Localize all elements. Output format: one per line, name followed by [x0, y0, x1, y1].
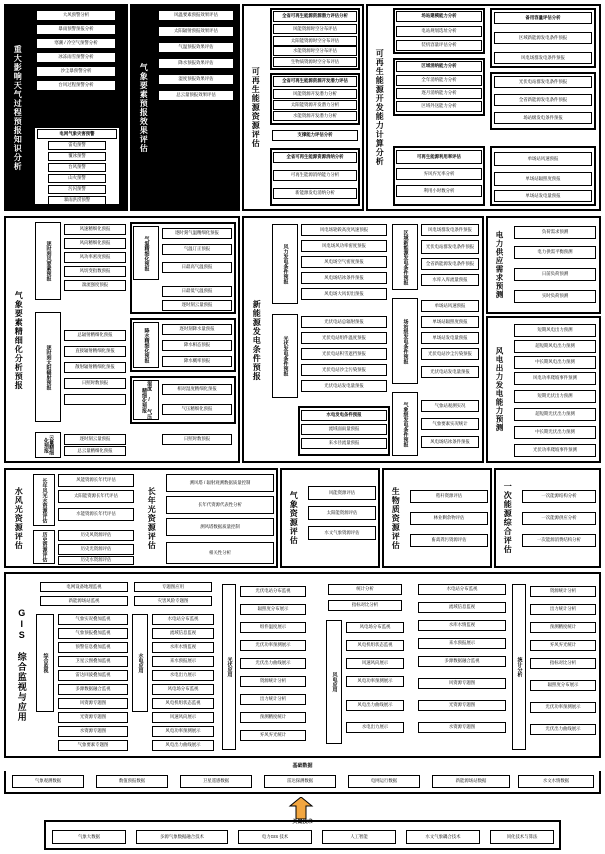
box[interactable]: 光伏电站发电量预报 — [421, 366, 479, 378]
box[interactable]: 寒潮 / 冷空气预警分析 — [36, 38, 116, 49]
box[interactable]: 辐照度分布展示 — [530, 680, 596, 691]
box[interactable]: 水能资源开发潜力分析 — [273, 111, 357, 121]
box[interactable]: 风电机组状态监视 — [346, 640, 404, 651]
box[interactable]: 相对湿度精细化预报 — [162, 384, 232, 395]
box[interactable]: 单场站风速预报 — [494, 152, 592, 166]
box[interactable]: 可再生能源利用率评估 — [396, 150, 482, 164]
box[interactable]: 人工智能 — [322, 830, 396, 844]
section-14-title: GIS 综合监视与应用 — [16, 608, 27, 722]
box[interactable]: 太阳能资源长年代评估 — [58, 490, 134, 503]
box[interactable]: 台风预警 — [48, 163, 106, 172]
up-arrow-icon — [288, 797, 314, 819]
box[interactable]: 弃风弃光统计 — [240, 730, 306, 741]
box[interactable]: 水能资源时空分布评估 — [273, 46, 357, 56]
section-4-title: 可再生能源开发能力计算分析 — [375, 49, 385, 166]
box[interactable]: 单场站发电量预报 — [494, 190, 592, 202]
box[interactable]: 气温预报效果评估 — [158, 42, 234, 53]
box[interactable]: 日前负荷预测 — [514, 268, 596, 281]
section-15-title: 基础数据 — [4, 762, 601, 771]
box[interactable]: 气温订正预报 — [162, 244, 232, 255]
box[interactable]: 逐时刻太阳辐射预报 — [35, 312, 61, 422]
box[interactable]: 山火预警 — [48, 174, 106, 183]
box[interactable]: 逐时刻云量预报 — [64, 434, 126, 445]
box[interactable]: 光伏出力曲线展示 — [240, 658, 306, 669]
box[interactable]: 水资源专题图 — [418, 722, 506, 733]
box[interactable]: 逐月消纳能力分析 — [396, 88, 482, 99]
box[interactable]: 风能资源长年代评估 — [58, 474, 134, 487]
box[interactable]: 弃风弃光统计 — [530, 640, 596, 651]
box[interactable]: 短期风电出力预测 — [514, 324, 596, 337]
section-10-title: 长年光资源评估 — [147, 486, 157, 550]
section-6-title: 新能源发电条件预报 — [252, 299, 262, 381]
box[interactable]: 电网气象灾害预警 — [37, 129, 117, 139]
box[interactable]: 指标对比分析 — [328, 600, 402, 611]
box[interactable]: 电力GIS 技术 — [238, 830, 312, 844]
box[interactable]: 逐时刻风要素预报 — [35, 222, 61, 300]
box[interactable]: 可再生能源消纳能力分析 — [273, 170, 357, 181]
box[interactable]: 光伏电站群发电条件预报 — [421, 240, 479, 254]
box[interactable]: 湿度预报效果评估 — [158, 74, 234, 85]
box[interactable]: 光资源专题图 — [58, 712, 128, 723]
box[interactable]: 风能资源时空分布评估 — [273, 24, 357, 34]
section-11-title: 气象资源评估 — [289, 491, 299, 545]
box[interactable]: 预测精度统计 — [530, 622, 596, 633]
box[interactable]: 全年消纳能力分析 — [396, 75, 482, 86]
box[interactable]: 中长期风电出力预测 — [514, 356, 596, 369]
box[interactable]: 水库入库流量预报 — [421, 274, 479, 286]
box[interactable]: 风电场群发电条件预报 — [494, 52, 592, 64]
box[interactable]: 风电场大风切出预报 — [301, 288, 387, 300]
box[interactable]: 灾害风险专题图 — [134, 596, 212, 606]
box[interactable]: 暴雨预警预报分析 — [36, 24, 116, 35]
box[interactable]: 备用容量评估分析 — [494, 12, 592, 24]
box[interactable]: 光伏功率预测展示 — [530, 702, 596, 713]
box[interactable]: 日照时数预报 — [64, 378, 126, 389]
box[interactable]: 水文水情数据 — [518, 775, 594, 788]
box[interactable]: 气象要素专题图 — [58, 740, 128, 751]
box[interactable]: 气温精细化预报 — [133, 226, 159, 280]
box[interactable]: 风向精细化预报 — [64, 238, 126, 249]
box[interactable]: 水电应用 — [132, 614, 148, 712]
box[interactable]: 风电功率预测展示 — [152, 726, 214, 737]
box[interactable]: 风速精细化预报 — [64, 224, 126, 235]
box[interactable]: 沙尘暴预警分析 — [36, 66, 116, 77]
box[interactable]: 光资源专题图 — [418, 700, 506, 711]
box[interactable]: 风电场分布监视 — [346, 622, 404, 633]
box[interactable]: 预测精度统计 — [240, 712, 306, 723]
box[interactable]: 风力发电条件预报 — [272, 224, 298, 304]
box[interactable]: 直接辐射精细化预报 — [64, 346, 126, 357]
section-13-title: 一次能源综合评估 — [503, 482, 513, 554]
box[interactable]: 云量精细化预报 — [35, 432, 61, 458]
box[interactable]: 来水径流量预报 — [301, 438, 387, 449]
box[interactable]: 风电场结冰条件预报 — [301, 272, 387, 284]
box[interactable]: 场站级发电条件预报 — [392, 298, 418, 384]
box[interactable]: 风电机组状态监视 — [152, 698, 214, 709]
box[interactable]: 日照时数预报 — [162, 434, 232, 445]
section-12-title: 生物质资源评估 — [391, 486, 401, 550]
box[interactable]: 日最高气温预报 — [162, 262, 232, 273]
box[interactable]: 多源数据融合监视 — [418, 656, 506, 667]
box[interactable]: 来水预报展示 — [152, 656, 214, 667]
box[interactable]: 风切变指数预报 — [64, 266, 126, 277]
box[interactable]: 风能资源评估 — [308, 486, 376, 500]
box[interactable]: 光伏功率预测展示 — [240, 640, 306, 651]
box[interactable]: 长年风光水资源评估 — [33, 474, 55, 526]
box[interactable]: 流域信息监视 — [152, 628, 214, 639]
box[interactable]: 风电应用 — [326, 620, 342, 744]
box[interactable]: 逐时刻气温精细化预报 — [162, 228, 232, 239]
box[interactable]: 光伏发电条件预报 — [272, 314, 298, 398]
box[interactable]: 湿度 / 气压精细化预报 — [133, 380, 159, 420]
box[interactable]: 指标对比分析 — [530, 658, 596, 669]
box[interactable]: 风资源专题图 — [418, 678, 506, 689]
box[interactable]: 历史风资源评估 — [58, 530, 134, 541]
box[interactable]: 风电场结冰条件预报 — [421, 436, 479, 448]
box[interactable]: 总辐射精细化预报 — [64, 330, 126, 341]
box[interactable]: 水电站分布监视 — [418, 584, 506, 595]
box[interactable]: 卫星遥感数据 — [180, 775, 252, 788]
box[interactable]: 光伏电站分布监视 — [240, 586, 306, 597]
box[interactable]: 雷电预警 — [48, 141, 106, 150]
box[interactable]: 场站级发电条件预报 — [494, 112, 592, 124]
box[interactable]: 单场站风速预报 — [421, 300, 479, 312]
box[interactable]: 生物质资源时空分布评估 — [273, 57, 357, 67]
box[interactable]: 气象大数据 — [52, 830, 126, 844]
box[interactable]: 历史水资源评估 — [58, 556, 134, 565]
box[interactable]: 一次能源供应分析 — [522, 512, 596, 525]
box[interactable]: 风电出力曲线展示 — [346, 700, 404, 711]
box[interactable]: 气象级发电条件预报 — [392, 392, 418, 456]
box[interactable]: 流域面雨量预报 — [301, 424, 387, 435]
box[interactable]: 出力统计分析 — [240, 694, 306, 705]
box[interactable]: 全省可再生能源资源潜力评估分析 — [273, 11, 357, 22]
box[interactable]: 新能源场站数据 — [432, 775, 510, 788]
box[interactable]: 风能资源开发潜力分析 — [273, 89, 357, 99]
box[interactable]: 全省可再生能源资源开发潜力评估 — [273, 76, 357, 87]
box[interactable]: 风电场风功率密度预报 — [301, 240, 387, 252]
box[interactable]: 区域消纳能力分析 — [396, 61, 482, 72]
box[interactable]: 水资源专题图 — [58, 726, 128, 737]
box[interactable]: 气压精细化预报 — [162, 404, 232, 415]
box[interactable]: 新能源发电消纳分析 — [273, 188, 357, 199]
box[interactable]: 冰冻雨雪预警分析 — [36, 52, 116, 63]
box[interactable]: 气象站观测实况 — [421, 400, 479, 412]
box[interactable]: 光伏电站组件温度预报 — [301, 332, 387, 344]
box[interactable]: 长年代资源代表性分析 — [166, 496, 274, 514]
box[interactable]: 污闪预警 — [48, 185, 106, 194]
box[interactable]: 气象要素实况统计 — [421, 418, 479, 430]
box[interactable]: 水电出力展示 — [152, 670, 214, 681]
box[interactable]: 光伏出力曲线展示 — [530, 724, 596, 735]
box[interactable]: 多源气象数据融合技术 — [136, 830, 228, 844]
box[interactable]: 降水预报效果评估 — [158, 58, 234, 69]
box[interactable]: 统计分析 — [328, 584, 402, 595]
box[interactable]: 风电场群发电条件预报 — [421, 224, 479, 236]
box[interactable]: 电站规划选址分析 — [396, 26, 482, 37]
box[interactable]: 风电场轮毂高度风速预报 — [301, 224, 387, 236]
box[interactable]: 光伏电站总辐射预报 — [301, 316, 387, 328]
box[interactable]: 电力供需平衡预测 — [514, 246, 596, 259]
box[interactable]: 辐照度分布展示 — [240, 604, 306, 615]
box[interactable]: 风电场分布监视 — [152, 684, 214, 695]
box[interactable]: 资源统计分析 — [240, 676, 306, 687]
box[interactable]: 负荷需求预测 — [514, 226, 596, 239]
box[interactable]: 一次能源结构分析 — [522, 490, 596, 503]
box[interactable]: 历史光资源评估 — [58, 544, 134, 555]
box[interactable]: 水电发电条件预报 — [301, 410, 387, 421]
box[interactable]: 风速风向展示 — [346, 658, 404, 669]
box[interactable]: 同化技术与算法 — [490, 830, 554, 844]
box[interactable]: 太阳能资源评估 — [308, 506, 376, 520]
box[interactable]: 水库水情监视 — [152, 642, 214, 653]
box[interactable]: 总云量精细化预报 — [64, 446, 126, 456]
box[interactable]: 多源数据融合监视 — [58, 684, 128, 695]
section-8-title: 风电出力发电能力预测 — [494, 347, 504, 432]
box[interactable]: 场站建模能力分析 — [396, 11, 482, 22]
section-3-title: 可再生能源资源评估 — [251, 67, 261, 148]
box[interactable]: 总云量预报效果评估 — [158, 90, 234, 101]
box[interactable]: 预警信息叠加监视 — [58, 642, 128, 653]
box[interactable]: 暴雨洪涝预警 — [48, 196, 106, 205]
box[interactable]: 风电出力曲线展示 — [152, 740, 214, 751]
box[interactable]: 太阳能资源开发潜力分析 — [273, 100, 357, 110]
box[interactable]: 气象观测数据 — [12, 775, 84, 788]
box[interactable]: 数值预报数据 — [96, 775, 168, 788]
box[interactable]: 实时负荷预测 — [514, 290, 596, 303]
box[interactable]: 光伏电站群发电条件预报 — [494, 76, 592, 88]
box[interactable]: 风电场空气密度预报 — [301, 256, 387, 268]
box[interactable]: 测风塔数据质量控制 — [166, 518, 274, 536]
box[interactable]: 湍流强度预报 — [64, 280, 126, 291]
box[interactable]: 风电功率预测展示 — [346, 676, 404, 687]
box[interactable]: 区域新能源发电条件预报 — [392, 224, 418, 290]
box[interactable]: 电网设备地理监视 — [40, 582, 128, 592]
box[interactable]: 水电站分布监视 — [152, 614, 214, 625]
box[interactable]: 水库水情监视 — [418, 620, 506, 631]
box[interactable]: 利用小时数分析 — [396, 185, 482, 197]
box[interactable]: 畜禽粪污资源评估 — [410, 534, 488, 547]
box[interactable]: 风功率密度预报 — [64, 252, 126, 263]
box[interactable]: 风速风向展示 — [152, 712, 214, 723]
box[interactable]: 覆冰预警 — [48, 152, 106, 161]
box[interactable]: 出力统计分析 — [530, 604, 596, 615]
box[interactable]: 台风过程预警分析 — [36, 80, 116, 91]
box[interactable]: 降水精细化预报 — [133, 322, 159, 368]
box[interactable]: 新能源场站监视 — [40, 596, 128, 606]
box[interactable]: 历史资源评估 — [33, 530, 55, 564]
section-9-title: 水风光资源评估 — [14, 486, 24, 550]
box[interactable]: 雷达回波叠加监视 — [58, 670, 128, 681]
box[interactable]: 专题图应用 — [134, 582, 212, 592]
box[interactable]: 单场站辐照度预报 — [494, 172, 592, 186]
section-5-title: 气象要素精细化分析预报 — [14, 290, 24, 390]
box[interactable]: 水能资源长年代评估 — [58, 508, 134, 521]
box[interactable]: 风资源专题图 — [58, 698, 128, 709]
box[interactable]: 一次能源消费结构分析 — [522, 534, 596, 547]
box[interactable]: 综合监视 — [36, 614, 54, 712]
box[interactable]: 林业剩余物评估 — [410, 512, 488, 525]
box[interactable]: 风电功率爬坡事件预测 — [514, 372, 596, 385]
box[interactable]: 电网运行数据 — [348, 775, 420, 788]
box[interactable]: 光伏功率爬坡事件预测 — [514, 444, 596, 457]
box[interactable]: 太阳能资源时空分布评估 — [273, 36, 357, 46]
section-7-title: 电力供应需求预测 — [494, 231, 504, 299]
box[interactable]: 水文气象耦合技术 — [406, 830, 480, 844]
box[interactable]: 超短期风电出力预测 — [514, 340, 596, 353]
box[interactable]: 组件温度展示 — [240, 622, 306, 633]
box[interactable]: 流域信息监视 — [418, 602, 506, 613]
box[interactable]: 全省新能源发电条件预报 — [494, 94, 592, 106]
box[interactable]: 水电出力展示 — [346, 722, 404, 733]
box[interactable]: 气象实况叠加监视 — [58, 614, 128, 625]
box[interactable]: 雷达探测数据 — [264, 775, 336, 788]
box[interactable]: 弃风弃光率分析 — [396, 168, 482, 180]
box[interactable]: 超短期光伏出力预测 — [514, 408, 596, 421]
box[interactable]: 降水相态预报 — [162, 340, 232, 351]
box[interactable]: 卫星云图叠加监视 — [58, 656, 128, 667]
section-16-title: 关键技术 — [292, 818, 313, 825]
box[interactable]: 全省可再生能源资源消纳分析 — [273, 152, 357, 163]
section-1-title: 重大影响天气过程预报知识分析 — [13, 44, 23, 171]
box[interactable]: 秸秆资源评估 — [410, 490, 488, 503]
box[interactable]: 统计分析 — [512, 584, 526, 750]
box[interactable]: 日最低气温预报 — [162, 286, 232, 297]
box[interactable]: 气象预报叠加监视 — [58, 628, 128, 639]
box[interactable]: 支撑能力评估分析 — [272, 130, 358, 141]
box[interactable]: 大风预警分析 — [36, 10, 116, 21]
box[interactable]: 相关性分析 — [166, 542, 274, 564]
box[interactable]: 水文气象资源评估 — [308, 526, 376, 540]
box[interactable]: 单场站发电量预报 — [421, 332, 479, 344]
box[interactable]: 单场站辐照度预报 — [421, 316, 479, 328]
box[interactable]: 光伏电站沙尘污染预报 — [301, 364, 387, 376]
box[interactable]: 短期光伏出力预测 — [514, 390, 596, 403]
box[interactable]: 资源统计分析 — [530, 586, 596, 597]
box[interactable]: 光伏电站积雪遮挡预报 — [301, 348, 387, 360]
box[interactable]: 太阳辐射预报效果评估 — [158, 26, 234, 37]
box[interactable]: 区域新能源发电条件预报 — [494, 32, 592, 44]
box[interactable]: 全省新能源发电条件预报 — [421, 258, 479, 270]
box[interactable]: 来水预报展示 — [418, 638, 506, 649]
box[interactable]: 装机容量评估分析 — [396, 40, 482, 51]
box[interactable]: 光伏电站沙尘污染预报 — [421, 348, 479, 360]
box[interactable]: 逐时刻降水量预报 — [162, 324, 232, 335]
box[interactable]: 散射辐射精细化预报 — [64, 362, 126, 373]
box[interactable]: 光伏电站发电量预报 — [301, 380, 387, 392]
box[interactable]: 中长期光伏出力预测 — [514, 426, 596, 439]
box[interactable]: 光伏应用 — [222, 584, 236, 750]
box[interactable] — [64, 394, 126, 405]
box[interactable]: 区域外送能力分析 — [396, 101, 482, 112]
box[interactable]: 降水概率预报 — [162, 356, 232, 367]
box[interactable]: 测风塔 / 辐射观测数据质量控制 — [166, 474, 274, 492]
box[interactable]: 逐时刻云量预报 — [162, 300, 232, 311]
section-2-title: 气象要素预报效果评估 — [139, 62, 149, 153]
box[interactable]: 风温要素预报效果评估 — [158, 10, 234, 21]
